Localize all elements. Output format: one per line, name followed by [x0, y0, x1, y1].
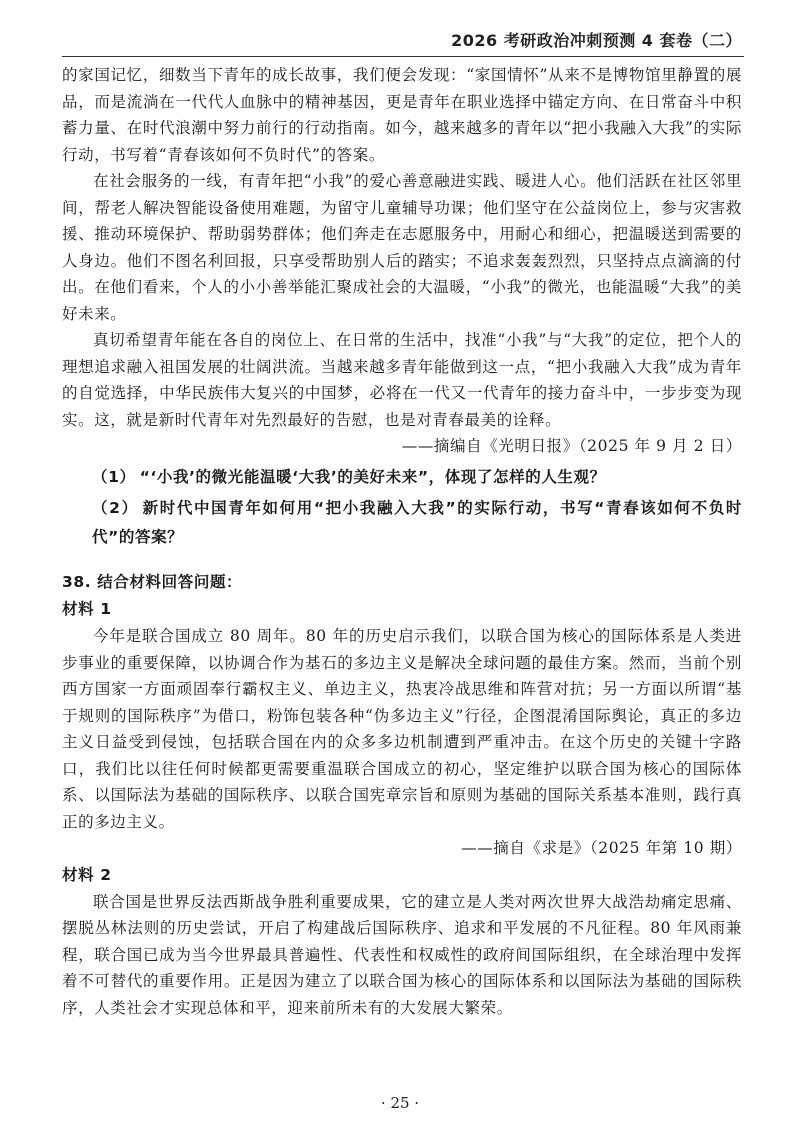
- question-2: [62, 494, 742, 551]
- page-number: · 25 ·: [380, 1094, 420, 1112]
- material-1-label: 材料 1: [62, 600, 112, 618]
- passage-paragraph-2: 在社会服务的一线，有青年把“小我”的爱心善意融进实践、暖进人心。他们活跃在社区邻里间，帮老人解决智能设备使用难题，为留守儿童辅导功课；他们坚守在公益岗位上，参与灾害救援、推动环境保护、帮助弱势群体；他们奔走在志愿服务中，用耐心和细心，把温暖送到需要的人身边。他们不图名利回报，只享受帮助别人后的踏实；不追求轰轰烈烈，只坚持点点滴滴的付出。在他们看来，个人的小小善举能汇聚成社会的大温暖，“小我”的微光，也能温暖“大我”的美好未来。: [62, 172, 742, 323]
- material-1-source: ——摘自《求是》（2025 年第 10 期）: [461, 839, 742, 857]
- question-2-text: 新时代中国青年如何用“把小我融入大我”的实际行动，书写“青春该如何不负时代”的答案？: [92, 499, 742, 546]
- material-1-text: 今年是联合国成立 80 周年。80 年的历史启示我们，以联合国为核心的国际体系是人类进步事业的重要保障，以协调合作为基石的多边主义是解决全球问题的最佳方案。然而，当前个别西方国家一方面顽固奉行霸权主义、单边主义，热衷冷战思维和阵营对抗；另一方面以所谓“基于规则的国际秩序”为借口，粉饰包装各种“伪多边主义”行径，企图混淆国际舆论，真正的多边主义日益受到侵蚀，包括联合国在内的众多多边机制遭到严重冲击。在这个历史的关键十字路口，我们比以往任何时候都更需要重温联合国成立的初心，坚定维护以联合国为核心的国际体系、以国际法为基础的国际秩序、以联合国宪章宗旨和原则为基础的国际关系基本准则，践行真正的多边主义。: [62, 627, 742, 831]
- material-2-label: 材料 2: [62, 865, 112, 884]
- question-1-text: “‘小我’的微光能温暖‘大我’的美好未来”，体现了怎样的人生观？: [139, 467, 606, 486]
- material-2-text: 联合国是世界反法西斯战争胜利重要成果，它的建立是人类对两次世界大战浩劫痛定思痛、摆脱丛林法则的历史尝试，开启了构建战后国际秩序、追求和平发展的不凡征程。80 年风雨兼程，联合国已成为当今世界最具普遍性、代表性和权威性的政府间国际组织，在全球治理中发挥着不可替代的重要作用。正是因为建立了以联合国为核心的国际体系和以国际法为基础的国际秩序，人类社会才实现总体和平，迎来前所未有的大发展大繁荣。: [62, 892, 742, 1017]
- question-38-heading: 38. 结合材料回答问题：: [62, 573, 243, 591]
- passage-source: ——摘编自《光明日报》（2025 年 9 月 2 日）: [401, 437, 742, 455]
- header-title: 2026 考研政治冲刺预测 4 套卷（二）: [451, 31, 742, 50]
- question-1: [62, 463, 742, 492]
- question-2-number: （2）: [92, 499, 139, 517]
- page-content: [62, 62, 742, 1021]
- section-gap: [62, 551, 742, 569]
- passage-paragraph-1: 的家国记忆，细数当下青年的成长故事，我们便会发现：“家国情怀”从来不是博物馆里静置的展品，而是流淌在一代代人血脉中的精神基因，更是青年在职业选择中锚定方向、在日常奋斗中积蓄力量、在时代浪潮中努力前行的行动指南。如今，越来越多的青年以“把小我融入大我”的实际行动，书写着“青春该如何不负时代”的答案。: [62, 66, 742, 164]
- question-1-number: （1）: [92, 467, 136, 486]
- passage-paragraph-3: 真切希望青年能在各自的岗位上、在日常的生活中，找准“小我”与“大我”的定位，把个人的理想追求融入祖国发展的壮阔洪流。当越来越多青年能做到这一点，“把小我融入大我”成为青年的自觉选择，中华民族伟大复兴的中国梦，必将在一代又一代青年的接力奋斗中，一步步变为现实。这，就是新时代青年对先烈最好的告慰，也是对青春最美的诠释。: [62, 331, 742, 429]
- header-divider: [62, 56, 744, 57]
